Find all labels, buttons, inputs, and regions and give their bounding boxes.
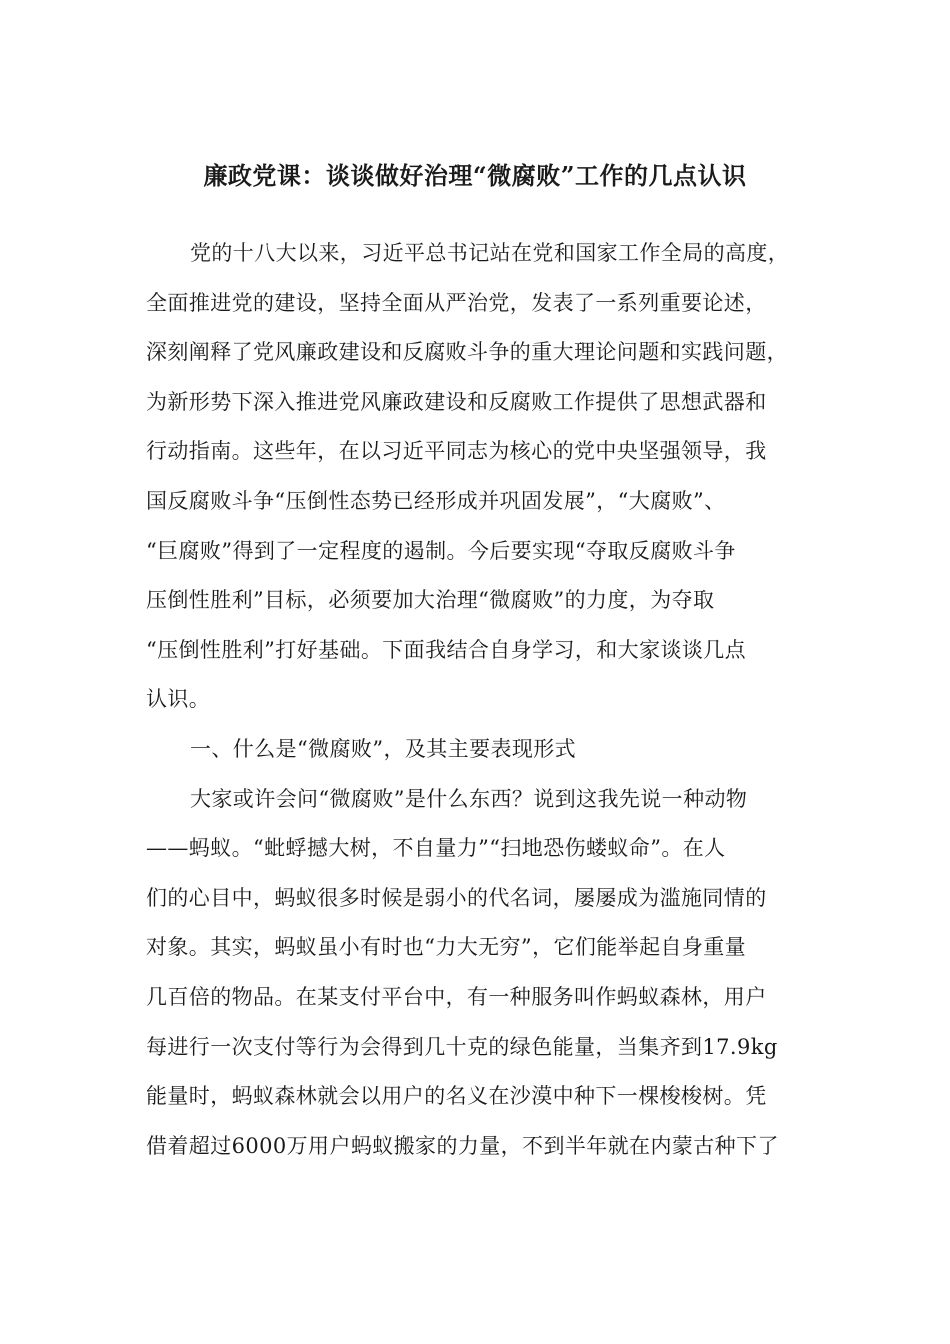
document-title: 廉政党课：谈谈做好治理“微腐败”工作的几点认识	[203, 161, 747, 190]
paragraph-2-line-4: 对象。其实，蚂蚁虽小有时也“力大无穷”，它们能举起自身重量	[146, 935, 747, 960]
paragraph-1-line-10: 认识。	[146, 687, 211, 712]
paragraph-2-line-6: 每进行一次支付等行为会得到几十克的绿色能量，当集齐到17.9kg	[146, 1034, 778, 1059]
paragraph-1-line-7: “巨腐败”得到了一定程度的遏制。今后要实现“夺取反腐败斗争	[146, 538, 736, 563]
paragraph-1-line-6: 国反腐败斗争“压倒性态势已经形成并巩固发展”，“大腐败”、	[146, 488, 726, 513]
paragraph-1-line-9: “压倒性胜利”打好基础。下面我结合自身学习，和大家谈谈几点	[146, 637, 747, 662]
paragraph-1-line-4: 为新形势下深入推进党风廉政建设和反腐败工作提供了思想武器和	[146, 389, 767, 414]
paragraph-2-line-1: 大家或许会问“微腐败”是什么东西？说到这我先说一种动物	[190, 786, 748, 811]
paragraph-2-line-7: 能量时，蚂蚁森林就会以用户的名义在沙漠中种下一棵梭梭树。凭	[146, 1084, 767, 1109]
paragraph-2-line-2: ——蚂蚁。“蚍蜉撼大树，不自量力”“扫地恐伤蝼蚁命”。在人	[146, 836, 726, 861]
paragraph-2-line-5: 几百倍的物品。在某支付平台中，有一种服务叫作蚂蚁森林，用户	[146, 984, 767, 1009]
section-heading-1: 一、什么是“微腐败”，及其主要表现形式	[190, 736, 577, 761]
paragraph-1-line-3: 深刻阐释了党风廉政建设和反腐败斗争的重大理论问题和实践问题，	[146, 340, 788, 365]
paragraph-1-line-2: 全面推进党的建设，坚持全面从严治党，发表了一系列重要论述，	[146, 290, 767, 315]
paragraph-1-line-5: 行动指南。这些年，在以习近平同志为核心的党中央坚强领导，我	[146, 439, 767, 464]
document-body	[146, 229, 806, 1171]
paragraph-1-line-1: 党的十八大以来，习近平总书记站在党和国家工作全局的高度，	[190, 241, 790, 265]
paragraph-2-line-8: 借着超过6000万用户蚂蚁搬家的力量，不到半年就在内蒙古种下了	[146, 1133, 779, 1158]
paragraph-1-line-8: 压倒性胜利”目标，必须要加大治理“微腐败”的力度，为夺取	[146, 588, 715, 613]
paragraph-2-line-3: 们的心目中，蚂蚁很多时候是弱小的代名词，屡屡成为滥施同情的	[146, 885, 767, 910]
